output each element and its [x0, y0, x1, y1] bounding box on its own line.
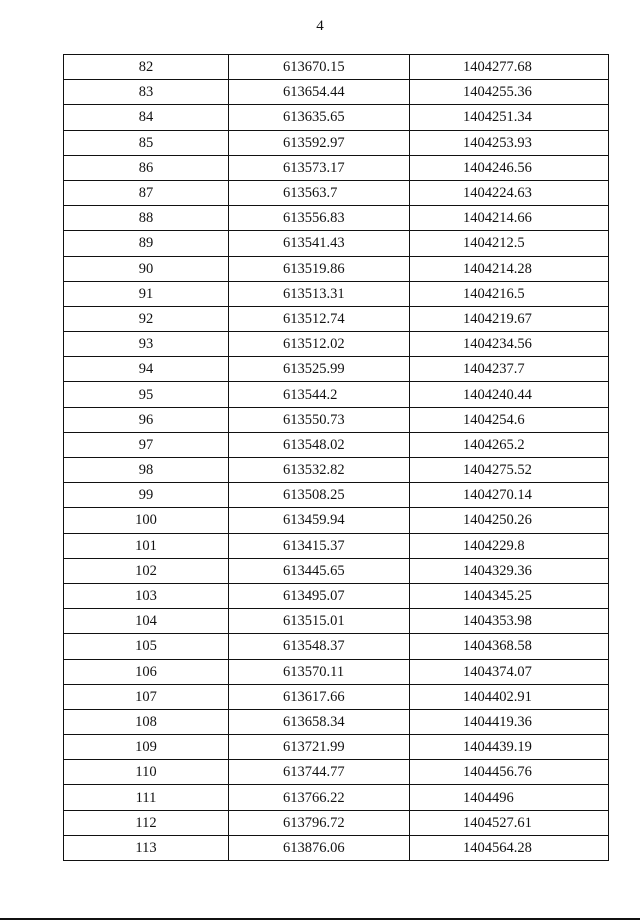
point-number-cell: 104 [64, 609, 229, 634]
y-coordinate-cell: 1404456.76 [410, 760, 609, 785]
table-row [64, 432, 609, 457]
point-number-cell: 111 [64, 785, 229, 810]
point-number-cell: 95 [64, 382, 229, 407]
x-coordinate-cell: 613512.74 [229, 306, 410, 331]
y-coordinate-cell: 1404250.26 [410, 508, 609, 533]
point-number-cell: 88 [64, 206, 229, 231]
x-coordinate-cell: 613766.22 [229, 785, 410, 810]
table-row [64, 760, 609, 785]
x-coordinate-cell: 613541.43 [229, 231, 410, 256]
x-coordinate-cell: 613508.25 [229, 483, 410, 508]
table-row [64, 558, 609, 583]
point-number-cell: 93 [64, 332, 229, 357]
table-row [64, 130, 609, 155]
point-number-cell: 94 [64, 357, 229, 382]
point-number-cell: 108 [64, 709, 229, 734]
table-row [64, 256, 609, 281]
table-row [64, 155, 609, 180]
table-row [64, 55, 609, 80]
point-number-cell: 89 [64, 231, 229, 256]
y-coordinate-cell: 1404212.5 [410, 231, 609, 256]
table-row [64, 180, 609, 205]
y-coordinate-cell: 1404219.67 [410, 306, 609, 331]
point-number-cell: 102 [64, 558, 229, 583]
point-number-cell: 96 [64, 407, 229, 432]
point-number-cell: 85 [64, 130, 229, 155]
point-number-cell: 103 [64, 583, 229, 608]
x-coordinate-cell: 613525.99 [229, 357, 410, 382]
x-coordinate-cell: 613532.82 [229, 458, 410, 483]
coordinates-table [63, 54, 609, 861]
y-coordinate-cell: 1404564.28 [410, 835, 609, 860]
table-row [64, 80, 609, 105]
y-coordinate-cell: 1404496 [410, 785, 609, 810]
point-number-cell: 113 [64, 835, 229, 860]
x-coordinate-cell: 613519.86 [229, 256, 410, 281]
table-row [64, 306, 609, 331]
point-number-cell: 84 [64, 105, 229, 130]
table-row [64, 407, 609, 432]
y-coordinate-cell: 1404216.5 [410, 281, 609, 306]
y-coordinate-cell: 1404329.36 [410, 558, 609, 583]
x-coordinate-cell: 613513.31 [229, 281, 410, 306]
x-coordinate-cell: 613744.77 [229, 760, 410, 785]
table-row [64, 810, 609, 835]
point-number-cell: 112 [64, 810, 229, 835]
y-coordinate-cell: 1404234.56 [410, 332, 609, 357]
y-coordinate-cell: 1404251.34 [410, 105, 609, 130]
table-row [64, 684, 609, 709]
point-number-cell: 91 [64, 281, 229, 306]
point-number-cell: 109 [64, 735, 229, 760]
table-row [64, 508, 609, 533]
y-coordinate-cell: 1404439.19 [410, 735, 609, 760]
y-coordinate-cell: 1404270.14 [410, 483, 609, 508]
point-number-cell: 101 [64, 533, 229, 558]
y-coordinate-cell: 1404237.7 [410, 357, 609, 382]
x-coordinate-cell: 613445.65 [229, 558, 410, 583]
x-coordinate-cell: 613573.17 [229, 155, 410, 180]
table-row [64, 281, 609, 306]
y-coordinate-cell: 1404402.91 [410, 684, 609, 709]
coordinates-table-body [64, 55, 609, 861]
table-row [64, 357, 609, 382]
table-row [64, 105, 609, 130]
x-coordinate-cell: 613721.99 [229, 735, 410, 760]
point-number-cell: 99 [64, 483, 229, 508]
table-row [64, 231, 609, 256]
y-coordinate-cell: 1404254.6 [410, 407, 609, 432]
x-coordinate-cell: 613670.15 [229, 55, 410, 80]
y-coordinate-cell: 1404246.56 [410, 155, 609, 180]
y-coordinate-cell: 1404345.25 [410, 583, 609, 608]
point-number-cell: 98 [64, 458, 229, 483]
point-number-cell: 92 [64, 306, 229, 331]
point-number-cell: 86 [64, 155, 229, 180]
table-row [64, 709, 609, 734]
point-number-cell: 90 [64, 256, 229, 281]
page-number: 4 [316, 18, 324, 34]
x-coordinate-cell: 613592.97 [229, 130, 410, 155]
y-coordinate-cell: 1404368.58 [410, 634, 609, 659]
point-number-cell: 83 [64, 80, 229, 105]
y-coordinate-cell: 1404353.98 [410, 609, 609, 634]
y-coordinate-cell: 1404527.61 [410, 810, 609, 835]
point-number-cell: 100 [64, 508, 229, 533]
y-coordinate-cell: 1404265.2 [410, 432, 609, 457]
point-number-cell: 82 [64, 55, 229, 80]
x-coordinate-cell: 613876.06 [229, 835, 410, 860]
y-coordinate-cell: 1404277.68 [410, 55, 609, 80]
x-coordinate-cell: 613415.37 [229, 533, 410, 558]
y-coordinate-cell: 1404255.36 [410, 80, 609, 105]
x-coordinate-cell: 613548.37 [229, 634, 410, 659]
table-row [64, 206, 609, 231]
y-coordinate-cell: 1404253.93 [410, 130, 609, 155]
x-coordinate-cell: 613556.83 [229, 206, 410, 231]
table-row [64, 835, 609, 860]
table-row [64, 735, 609, 760]
x-coordinate-cell: 613617.66 [229, 684, 410, 709]
point-number-cell: 87 [64, 180, 229, 205]
x-coordinate-cell: 613512.02 [229, 332, 410, 357]
point-number-cell: 107 [64, 684, 229, 709]
x-coordinate-cell: 613654.44 [229, 80, 410, 105]
y-coordinate-cell: 1404229.8 [410, 533, 609, 558]
table-row [64, 634, 609, 659]
x-coordinate-cell: 613563.7 [229, 180, 410, 205]
y-coordinate-cell: 1404240.44 [410, 382, 609, 407]
table-row [64, 583, 609, 608]
x-coordinate-cell: 613635.65 [229, 105, 410, 130]
y-coordinate-cell: 1404275.52 [410, 458, 609, 483]
x-coordinate-cell: 613515.01 [229, 609, 410, 634]
x-coordinate-cell: 613459.94 [229, 508, 410, 533]
point-number-cell: 110 [64, 760, 229, 785]
table-row [64, 458, 609, 483]
table-row [64, 659, 609, 684]
x-coordinate-cell: 613796.72 [229, 810, 410, 835]
point-number-cell: 97 [64, 432, 229, 457]
table-row [64, 609, 609, 634]
table-row [64, 382, 609, 407]
x-coordinate-cell: 613548.02 [229, 432, 410, 457]
x-coordinate-cell: 613658.34 [229, 709, 410, 734]
x-coordinate-cell: 613570.11 [229, 659, 410, 684]
y-coordinate-cell: 1404214.66 [410, 206, 609, 231]
x-coordinate-cell: 613550.73 [229, 407, 410, 432]
y-coordinate-cell: 1404214.28 [410, 256, 609, 281]
y-coordinate-cell: 1404224.63 [410, 180, 609, 205]
table-row [64, 483, 609, 508]
y-coordinate-cell: 1404419.36 [410, 709, 609, 734]
point-number-cell: 105 [64, 634, 229, 659]
x-coordinate-cell: 613544.2 [229, 382, 410, 407]
table-row [64, 785, 609, 810]
y-coordinate-cell: 1404374.07 [410, 659, 609, 684]
table-row [64, 332, 609, 357]
table-row [64, 533, 609, 558]
x-coordinate-cell: 613495.07 [229, 583, 410, 608]
point-number-cell: 106 [64, 659, 229, 684]
